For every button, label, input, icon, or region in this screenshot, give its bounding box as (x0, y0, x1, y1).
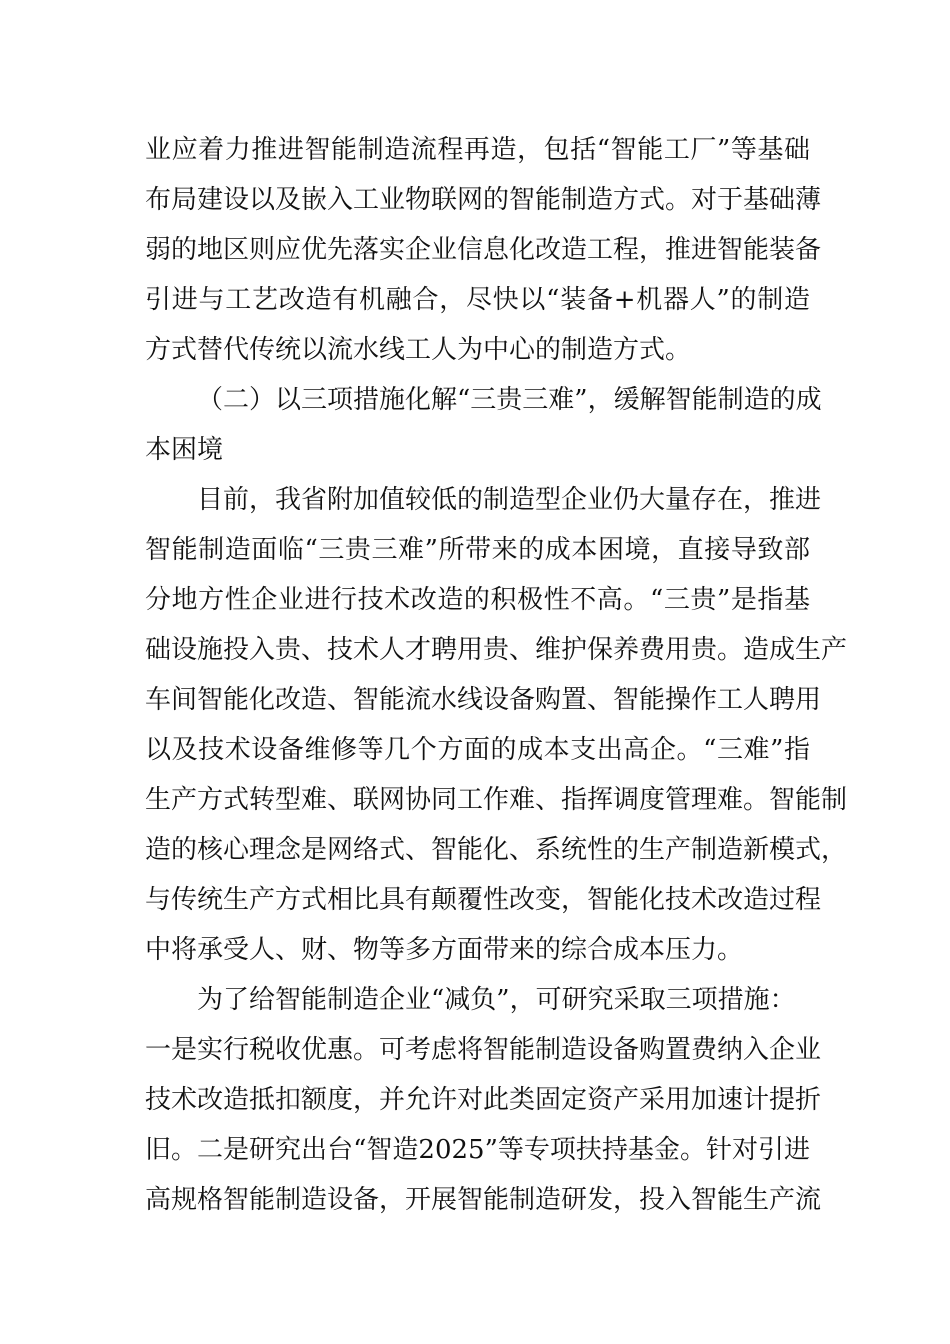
text-line: 与传统生产方式相比具有颠覆性改变，智能化技术改造过程 (145, 885, 822, 915)
text-line: 旧。二是研究出台“智造2025”等专项扶持基金。针对引进 (145, 1135, 810, 1165)
text-line: 生产方式转型难、联网协同工作难、指挥调度管理难。智能制 (145, 785, 848, 815)
text-line: 以及技术设备维修等几个方面的成本支出高企。“三难”指 (145, 735, 810, 765)
text-line: 础设施投入贵、技术人才聘用贵、维护保养费用贵。造成生产 (145, 635, 848, 665)
text-line: 为了给智能制造企业“减负”，可研究采取三项措施： (197, 985, 796, 1015)
text-line: 中将承受人、财、物等多方面带来的综合成本压力。 (145, 935, 744, 965)
text-line: 造的核心理念是网络式、智能化、系统性的生产制造新模式， (145, 835, 848, 865)
text-line: 弱的地区则应优先落实企业信息化改造工程，推进智能装备 (145, 235, 822, 265)
text-line: 一是实行税收优惠。可考虑将智能制造设备购置费纳入企业 (145, 1035, 822, 1065)
text-line: 智能制造面临“三贵三难”所带来的成本困境，直接导致部 (145, 535, 810, 565)
text-line: 车间智能化改造、智能流水线设备购置、智能操作工人聘用 (145, 685, 822, 715)
text-line: 布局建设以及嵌入工业物联网的智能制造方式。对于基础薄 (145, 185, 822, 215)
text-line: 方式替代传统以流水线工人为中心的制造方式。 (145, 335, 692, 365)
text-line: 技术改造抵扣额度，并允许对此类固定资产采用加速计提折 (145, 1085, 822, 1115)
document-body (145, 125, 848, 1225)
text-line: 引进与工艺改造有机融合，尽快以“装备+机器人”的制造 (145, 285, 810, 315)
section-heading-continued: 本困境 (145, 435, 224, 465)
section-heading: （二）以三项措施化解“三贵三难”，缓解智能制造的成 (197, 385, 822, 415)
text-line: 分地方性企业进行技术改造的积极性不高。“三贵”是指基 (145, 585, 810, 615)
text-line: 高规格智能制造设备，开展智能制造研发，投入智能生产流 (145, 1185, 822, 1215)
text-line: 目前，我省附加值较低的制造型企业仍大量存在，推进 (197, 485, 822, 515)
text-line: 业应着力推进智能制造流程再造，包括“智能工厂”等基础 (145, 135, 810, 165)
